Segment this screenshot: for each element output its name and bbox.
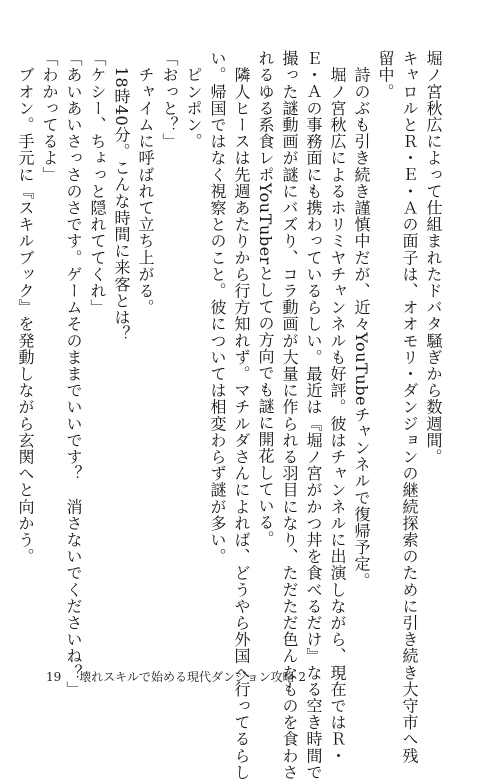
text-line: 「ケシー、ちょっと隠れててくれ」 [88,50,107,316]
text-line: ピンポン。 [184,50,203,150]
text-line: 隣人ヒースは先週あたりから行方知れず。マチルダさんによれば、どうやら外国へ行ってるらし [232,50,251,780]
text-line: 18時40分。こんな時間に来客とは？ [112,50,131,343]
page-number: 19 [46,670,62,684]
page-footer [46,668,306,685]
text-line: 「あいあいさっさのさです。ゲームそのままでいいです？ 消さないでくださいね？」 [64,50,83,698]
text-line: チャイムに呼ばれて立ち上がる。 [136,50,155,316]
text-line: ブオン。手元に『スキルブック』を発動しながら玄関へと向かう。 [16,50,35,565]
text-line: Ｅ・Ａの事務面にも携わっているらしい。最近は『堀ノ宮がかつ丼を食べるだけ』なる空き時間で [304,50,323,780]
text-line: 詩のぶも引き続き謹慎中だが、近々YouTubeチャンネルで復帰予定。 [352,50,371,589]
book-title: 壊れスキルで始める現代ダンジョン攻略 2 [79,670,307,684]
text-line: 留中。 [376,50,395,100]
text-line: い。帰国ではなく視察とのこと。彼については相変わらず謎が多い。 [208,50,227,565]
text-line: 「おっと？」 [160,50,179,150]
text-line: 撮った謎動画が謎にバズり、コラ動画が大量に作られる羽目になり、ただただ色んなものを食わさ [280,50,299,780]
text-line: キャロルとＲ・Ｅ・Ａの面子は、オオモリ・ダンジョンの継続探索のために引き続き大守市へ残 [400,50,419,764]
text-line: 堀ノ宮秋広によって仕組まれたドバタ騒ぎから数週間。 [424,50,443,465]
text-line: 「わかってるよ」 [40,50,59,183]
text-line: れるゆる系食レポYouTuberとしての方向でも謎に開花している。 [256,50,275,548]
text-line: 堀ノ宮秋広によるホリミヤチャンネルも好評。彼はチャンネルに出演しながら、現在ではＲ・ [328,50,347,764]
